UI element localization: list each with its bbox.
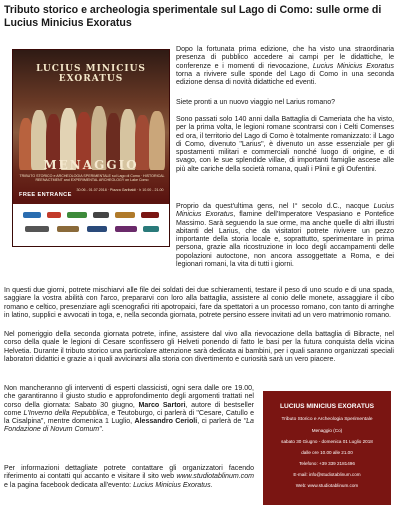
poster-dates: 30.06 - 01.07.2018 · Piazza Garibaldi · h 10.00 - 21.00	[76, 188, 164, 192]
paragraph-history: Sono passati solo 140 anni dalla Battaglia di Cameriata che ha visto, per la prima volta, le legioni romane scontrarsi con i Celti Comenses ed ora, il territorio del Lago di Como è totalmente romanizzato: il Lago di Como, divenuto "Larius", è divenuto un asse essenziale per gli spostamenti militari e commerciali nonché luogo di origine, e di svago, con le sue splendide villae, di importanti famiglie ascese alle più alte cariche della società romana, quali i Plinii e gli Oufentini.	[176, 116, 394, 173]
infobox-dates: sabato 30 Giugno - domenica 01 Luglio 2018	[281, 439, 373, 444]
infobox-email: E-mail: info@studiotablinum.com	[293, 472, 361, 477]
infobox-title: LUCIUS MINICIUS EXORATUS	[279, 403, 375, 410]
paragraph-activities: In questi due giorni, potrete mischiarvi alle file dei soldati dei due schieramenti, testare il peso di uno scudo e di una spada, saggiare la vostra abilità con l'arco, prepararvi con loro alla battaglia, assistere al conio delle monete, assaggiare il cibo romano e celtico, presenziare agli scenografici riti apotropaici, fare da spettatori a un processo romano, con tanto di arringhe in latino, supplici e avvocati in toga, e, nella seconda giornata, potrete persino essere invitati ad un vero matrimonio romano.	[4, 287, 394, 319]
poster-photo	[13, 50, 169, 200]
paragraph-experts: Non mancheranno gli interventi di esperti classicisti, ogni sera dalle ore 19.00, che garantiranno il giusto studio e approfondimento degli argomenti trattati nel corso della giornata: Sabato 30 giugno, Marco Sartori, autore di bestseller come L'Inverno della Repubblica, e Teutoburgo, ci parlerà di "Cesare, Catullo e la Cisalpina", mentre domenica 1 Luglio, Alessandro Cerioli, ci parlerà de "La Fondazione di Novum Comum".	[4, 385, 254, 434]
poster-heading: LUCIUS MINICIUS EXORATUS	[36, 64, 146, 84]
sponsor-logos	[13, 204, 169, 246]
event-poster-image	[12, 49, 170, 247]
paragraph-battle: Nel pomeriggio della seconda giornata potrete, infine, assistere dal vivo alla rievocazione della battaglia di Bibracte, nel corso della quale le legioni di Cesare sconfissero gli Helveti ponendo di fatto le basi per la futura conquista della vicina Helvetia. Durante il tributo storico una particolare attenzione sarà dedicata ai bambini, per i quali saranno organizzati speciali laboratori didattici e grazie a i quali avvicinarsi alla storia con divertimento e curiosità sarà un vero piacere.	[4, 331, 394, 363]
article-title: Tributo storico e archeologia sperimentale sul Lago di Como: sulle orme di Lucius Minicius Exoratus	[4, 4, 382, 29]
infobox-hours: dalle ore 10.00 alle 21.00	[301, 450, 353, 455]
paragraph-intro: Dopo la fortunata prima edizione, che ha visto una straordinaria presenza di pubblico accedere ai campi per le didattiche, le conferenze e i momenti di rievocazione, Lucius Minicius Exoratus torna a rivivere sulle sponde del Lago di Como in una seconda edizione densa di novità didattiche ed eventi.	[176, 46, 395, 87]
event-info-box	[263, 391, 391, 505]
infobox-place: Menaggio (Co)	[311, 428, 343, 433]
poster-town-logo: MENAGGIO	[43, 158, 139, 172]
poster-free-entrance: FREE ENTRANCE	[19, 192, 72, 198]
paragraph-contacts: Per informazioni dettagliate potrete contattare gli organizzatori facendo riferimento ai contatti qui accanto e visitare il sito web www.studiotablinum.com e la pagina facebook dedicata all'evento: Lucius Minicius Exoratus.	[4, 465, 254, 489]
paragraph-gens: Proprio da quest'ultima gens, nel I° secolo d.C., nacque Lucius Minicius Exoratus, flamine dell'Imperatore Vespasiano e Pontefice Massimo. Sarà seguendo la sue orme, ma anche quelle di altri illustri abitanti del Larius, che da visitatori potrete rivivere un pezzo importante della storia locale e, soprattutto, sperimentare in prima persona, grazie alla ricostruzione in loco degli accampamenti delle popolazioni autoctone, non ancora assoggettate a Roma, e dei legionari romani, la vita di tutti i giorni.	[176, 203, 394, 269]
poster-subtitle: TRIBUTO STORICO e ARCHEOLOGIA SPERIMENTALE sul Lago di Como · HISTORICAL REENACTMENT and EXPERIMENTAL ARCHEOLOGY on Lake Como	[19, 174, 165, 183]
infobox-web: Web: www.studiotablinum.com	[295, 483, 359, 488]
infobox-subtitle: Tributo Storico e Archeologia Sperimentale	[281, 417, 373, 422]
infobox-phone: Telefono: +39 339 2181496	[299, 461, 355, 466]
paragraph-question: Siete pronti a un nuovo viaggio nel Larius romano?	[176, 99, 336, 106]
